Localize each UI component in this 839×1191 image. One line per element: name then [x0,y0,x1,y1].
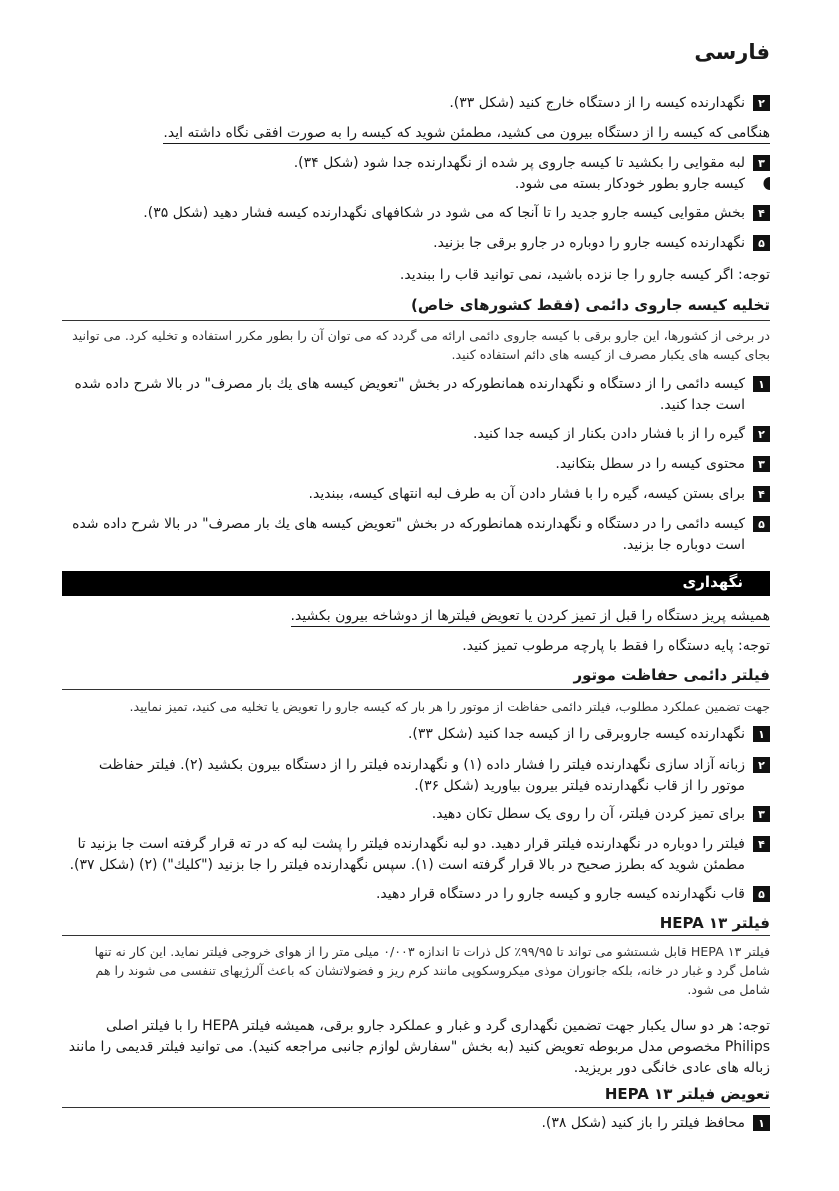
heading-permanent-bag: تخلیه کیسه جاروی دائمی (فقط کشورهای خاص) [411,296,770,314]
hepa-intro: فیلتر HEPA ۱۳ قابل شستشو می تواند تا ۹۹/۹۵٪ کل ذرات تا اندازه ۰/۰۰۳ میلی متر را از هوای خروجی فیلتر نماید. این کار نه تنها شامل گرد و غبار در خانه، بلکه جانوران موذی میکروسکوپی مانند کرم ریز و فضولاتشان که باعث آلرژیهای تنفسی می شوند را هم شامل می شود. [94,944,770,997]
step-number: ۱ [753,726,770,742]
manual-page [62,0,770,1191]
step-number: ۳ [753,806,770,822]
motor-step-4 [62,834,770,876]
note-cover: توجه: اگر کیسه جارو را جا نزده باشید، نمی توانید قاب را ببندید. [399,267,770,283]
step-text: محافظ فیلتر را باز کنید (شکل ۳۸). [541,1115,745,1131]
step-number: ۴ [753,486,770,502]
hepa-note: توجه: هر دو سال یکبار جهت تضمین نگهداری گرد و غبار و عملکرد جارو برقی، همیشه فیلتر HEPA را با فیلتر اصلی Philips مخصوص مدل مربوطه تعویض کنید (به بخش "سفارش لوازم جانبی مراجعه کنید). می توانید فیلتر قدیمی را مانند زباله های عادی خانگی دور بریزید. [68,1018,770,1076]
heading-underline [62,320,770,321]
step-text: بخش مقوایی کیسه جارو جدید را تا آنجا که می شود در شکافهای نگهدارنده کیسه فشار دهید (شکل ۳۵). [143,205,745,221]
permanent-step-1 [62,374,770,416]
step-number: ۵ [753,886,770,902]
step-text: نگهدارنده کیسه را از دستگاه خارج کنید (شکل ۳۳). [449,95,745,111]
step-number: ۵ [753,516,770,532]
step-text: نگهدارنده کیسه جاروبرقی را از کیسه جدا کنید (شکل ۳۳). [407,726,745,742]
step-text: گیره را از با فشار دادن بکنار از کیسه جدا کنید. [473,426,745,442]
permanent-step-2 [62,424,770,445]
permanent-step-5 [62,514,770,556]
step-number: ۱ [753,376,770,392]
step-number: ۵ [753,235,770,251]
section-bar-maintenance [62,571,770,596]
heading-motor-filter: فیلتر دائمی حفاظت موتور [573,666,770,684]
motor-step-1 [62,724,770,745]
motor-step-3 [62,804,770,825]
step-remove-holder [62,93,770,114]
step-text: نگهدارنده کیسه جارو را دوباره در جارو برقی جا بزنید. [433,235,745,251]
step-number: ۲ [753,426,770,442]
warning-text: همیشه پریز دستگاه را قبل از تمیز کردن یا تعویض فیلترها از دوشاخه بیرون بکشید. [291,608,771,627]
warning-text: هنگامی که کیسه را از دستگاه بیرون می کشید، مطمئن شوید که کیسه را به صورت افقی نگاه داشته اید. [163,125,770,144]
heading-hepa-filter: فیلتر HEPA ۱۳ [659,914,770,932]
step-subtext: کیسه جارو بطور خودکار بسته می شود. [514,176,745,192]
step-reinsert-holder [62,233,770,254]
heading-hepa-replace: تعویض فیلتر HEPA ۱۳ [604,1085,770,1103]
step-text: محتوی کیسه را در سطل بتکانید. [555,456,745,472]
step-pull-flap [62,153,770,174]
heading-underline [62,935,770,936]
step-sub-note [62,174,770,195]
step-text: قاب نگهدارنده کیسه جارو و کیسه جارو را در دستگاه قرار دهید. [375,886,745,902]
step-text: کیسه دائمی را در دستگاه و نگهدارنده همانطورکه در بخش "تعویض کیسه های یك بار مصرف" در بالا شرح داده شده است دوباره جا بزنید. [72,516,745,553]
heading-underline [62,689,770,690]
step-number: ۴ [753,836,770,852]
half-circle-icon [761,177,770,190]
motor-step-2 [62,755,770,797]
step-number: ۳ [753,456,770,472]
hepa-replace-step-1 [62,1113,770,1134]
permanent-step-3 [62,454,770,475]
note-base-cleaning: توجه: پایه دستگاه را فقط با پارچه مرطوب تمیز کنید. [462,638,770,654]
motor-filter-intro: جهت تضمین عملکرد مطلوب، فیلتر دائمی حفاظت از موتور را هر بار که کیسه جارو را تعویض یا تخلیه می کنید، تمیز نمایید. [129,699,770,714]
step-number: ۳ [753,155,770,171]
section-title: نگهداری [682,573,743,591]
step-number: ۱ [753,1115,770,1131]
heading-underline [62,1107,770,1108]
permanent-bag-intro: در برخی از کشورها، این جارو برقی با کیسه جاروی دائمی ارائه می گردد که می توان آن را بطور مکرر استفاده و تخلیه کرد. می توانید بجای کیسه های یکبار مصرف از کیسه های دائم استفاده کنید. [72,328,770,362]
step-text: لبه مقوایی را بکشید تا کیسه جاروی پر شده از نگهدارنده جدا شود (شکل ۳۴). [293,155,745,171]
permanent-step-4 [62,484,770,505]
warning-horizontal [62,123,770,144]
motor-step-5 [62,884,770,905]
step-text: برای بستن کیسه، گیره را با فشار دادن آن به طرف لبه انتهای کیسه، ببندید. [308,486,745,502]
step-number: ۴ [753,205,770,221]
step-text: فیلتر را دوباره در نگهدارنده فیلتر قرار دهید. دو لبه نگهدارنده فیلتر را پشت لبه که در ته قرار گرفته است جا بزنید تا مطمئن شوید که بطرز صحیح در بالا قرار گرفته است (۱). سپس نگهدارنده فیلتر را جا بزنید ("کلیك") (۲) (شکل ۳۷). [69,836,745,873]
step-text: زبانه آزاد سازی نگهدارنده فیلتر را فشار داده (۱) و نگهدارنده فیلتر را از دستگاه بیرون بکشید (۲). فیلتر حفاظت موتور را از قاب نگهدارنده فیلتر بیرون بیاورید (شکل ۳۶). [98,757,745,794]
step-text: برای تمیز کردن فیلتر، آن را روی یک سطل تکان دهید. [431,806,745,822]
step-insert-new-bag [62,203,770,224]
language-title: فارسی [694,40,770,64]
step-text: کیسه دائمی را از دستگاه و نگهدارنده همانطورکه در بخش "تعویض کیسه های یك بار مصرف" در بالا شرح داده شده است جدا کنید. [74,376,745,413]
step-number: ۲ [753,95,770,111]
step-number: ۲ [753,757,770,773]
warning-unplug [62,606,770,627]
